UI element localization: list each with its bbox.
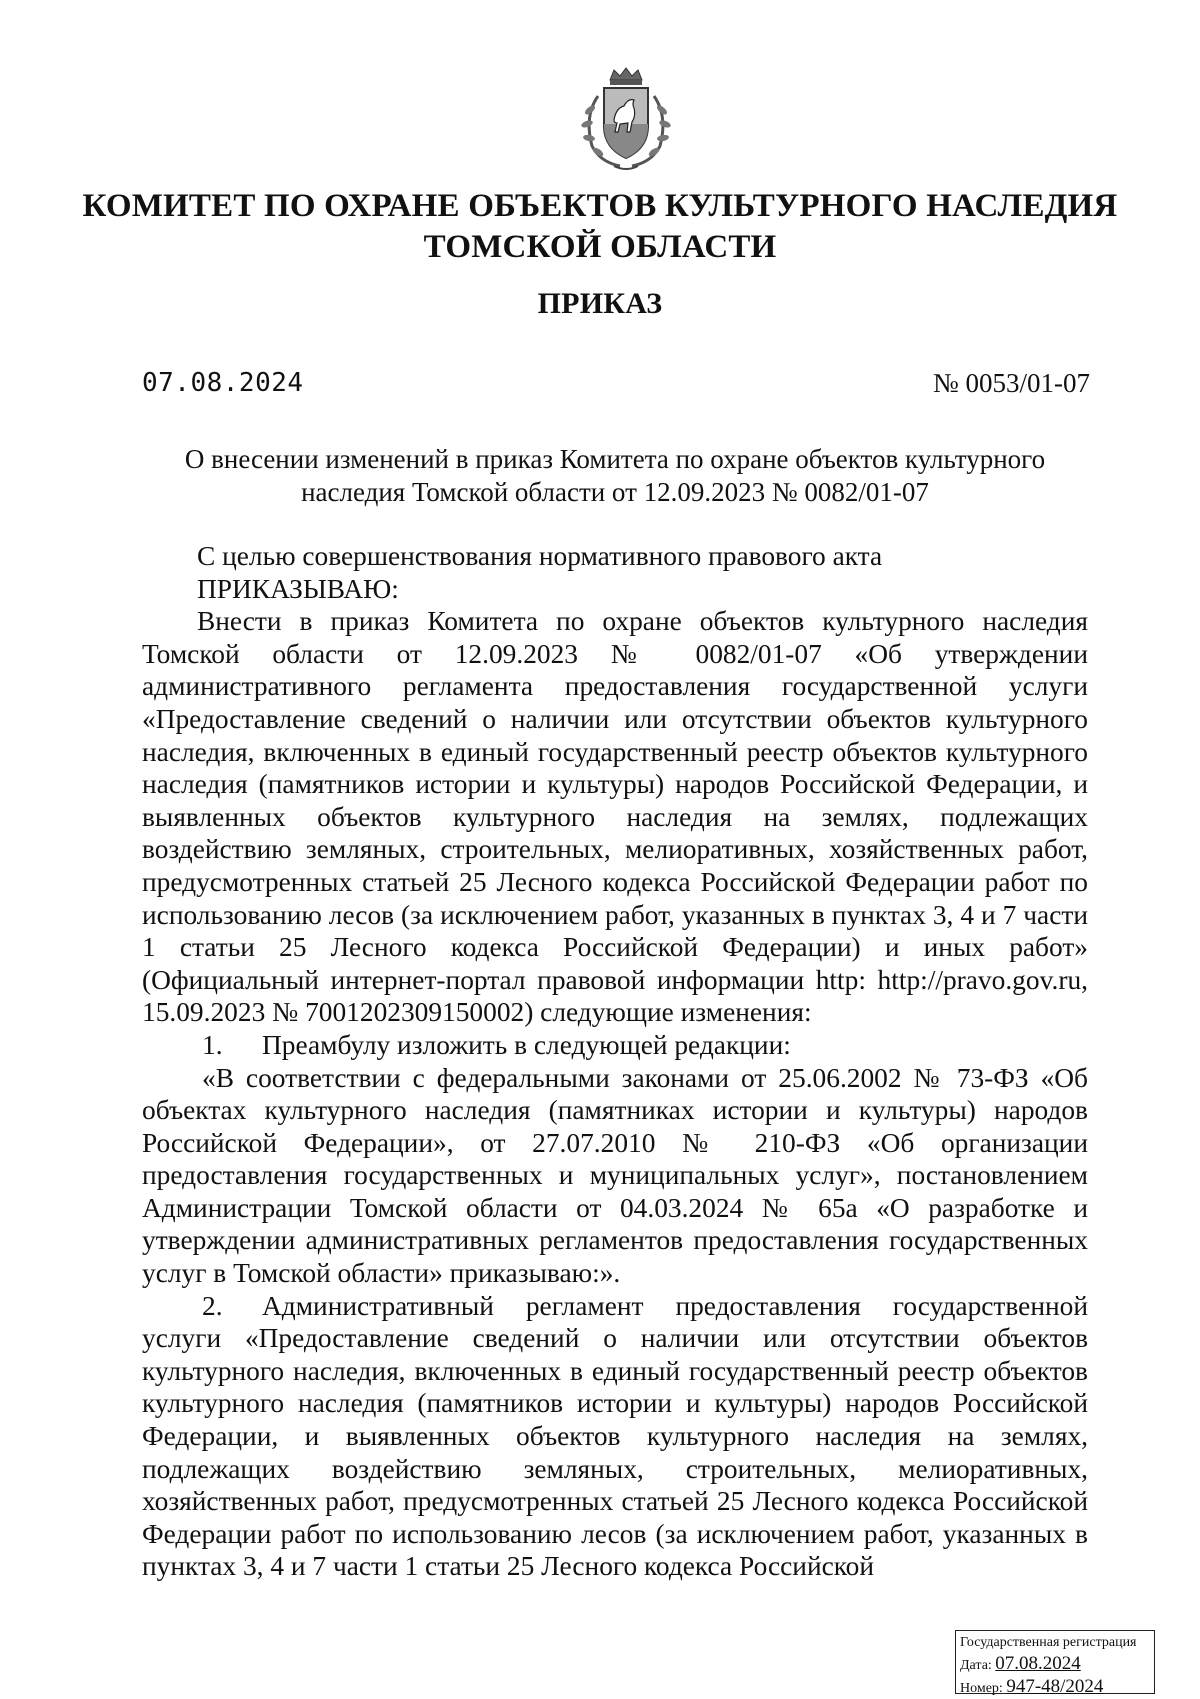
item-1 xyxy=(142,1029,1088,1062)
subject-line2: наследия Томской области от 12.09.2023 № 0082/01-07 xyxy=(301,477,929,507)
registration-title: Государственная регистрация xyxy=(960,1635,1137,1650)
document-body xyxy=(142,540,1088,1583)
coat-of-arms-icon xyxy=(570,66,682,176)
registration-date-value: 07.08.2024 xyxy=(995,1653,1081,1674)
item-2 xyxy=(142,1290,1088,1583)
item-2-number: 2. xyxy=(202,1290,223,1321)
registration-stamp xyxy=(955,1630,1155,1697)
document-type: ПРИКАЗ xyxy=(537,287,663,320)
registration-number-value: 947-48/2024 xyxy=(1006,1676,1104,1697)
item-1-number: 1. xyxy=(202,1029,223,1060)
purpose-paragraph: С целью совершенствования нормативного правового акта xyxy=(197,541,883,571)
registration-number-label: Номер: xyxy=(960,1681,1003,1696)
emblem xyxy=(570,66,682,176)
item-2-text: Административный регламент предоставления государственной услуги «Предоставление сведений о наличии или отсутствии объектов культурного наследия, включенных в единый государственный реестр объектов культурного наследия (памятников истории и культуры) народов Российской Федерации, и выявленных объектов культурного наследия на землях, подлежащих воздействию земляных, строительных, мелиоративных, хозяйственных работ, предусмотренных статьей 25 Лесного кодекса Российской Федерации работ по использованию лесов (за исключением работ, указанных в пунктах 3, 4 и 7 части 1 статьи 25 Лесного кодекса Российской xyxy=(142,1290,1088,1582)
order-word: ПРИКАЗЫВАЮ: xyxy=(197,573,399,604)
organization-name-line2: ТОМСКОЙ ОБЛАСТИ xyxy=(423,229,777,265)
registration-date-label: Дата: xyxy=(960,1658,992,1673)
document-date: 07.08.2024 xyxy=(142,368,304,398)
organization-name-line1: КОМИТЕТ ПО ОХРАНЕ ОБЪЕКТОВ КУЛЬТУРНОГО НАСЛЕДИЯ xyxy=(82,188,1118,224)
main-paragraph: Внести в приказ Комитета по охране объектов культурного наследия Томской области от 12.09.2023 № 0082/01-07 «Об утверждении административного регламента предоставления государственной услуги «Предоставление сведений о наличии или отсутствии объектов культурного наследия, включенных в единый государственный реестр объектов культурного наследия (памятников истории и культуры) народов Российской Федерации, и выявленных объектов культурного наследия на землях, подлежащих воздействию земляных, строительных, мелиоративных, хозяйственных работ, предусмотренных статьей 25 Лесного кодекса Российской Федерации работ по использованию лесов (за исключением работ, указанных в пунктах 3, 4 и 7 части 1 статьи 25 Лесного кодекса Российской Федерации) и иных работ» (Официальный интернет-портал правовой информации http: http://pravo.gov.ru, 15.09.2023 № 7001202309150002) следующие изменения: xyxy=(142,606,1088,1028)
item-1-quote: «В соответствии с федеральными законами от 25.06.2002 № 73-ФЗ «Об объектах культурного наследия (памятниках истории и культуры) народов Российской Федерации», от 27.07.2010 № 210-ФЗ «Об организации предоставления государственных и муниципальных услуг», постановлением Администрации Томской области от 04.03.2024 № 65а «О разработке и утверждении административных регламентов предоставления государственных услуг в Томской области» приказываю:». xyxy=(142,1062,1088,1289)
document-number: № 0053/01-07 xyxy=(932,368,1090,398)
item-1-text: Преамбулу изложить в следующей редакции: xyxy=(262,1029,791,1060)
document-subject xyxy=(150,443,1080,509)
subject-line1: О внесении изменений в приказ Комитета по охране объектов культурного xyxy=(184,444,1046,474)
